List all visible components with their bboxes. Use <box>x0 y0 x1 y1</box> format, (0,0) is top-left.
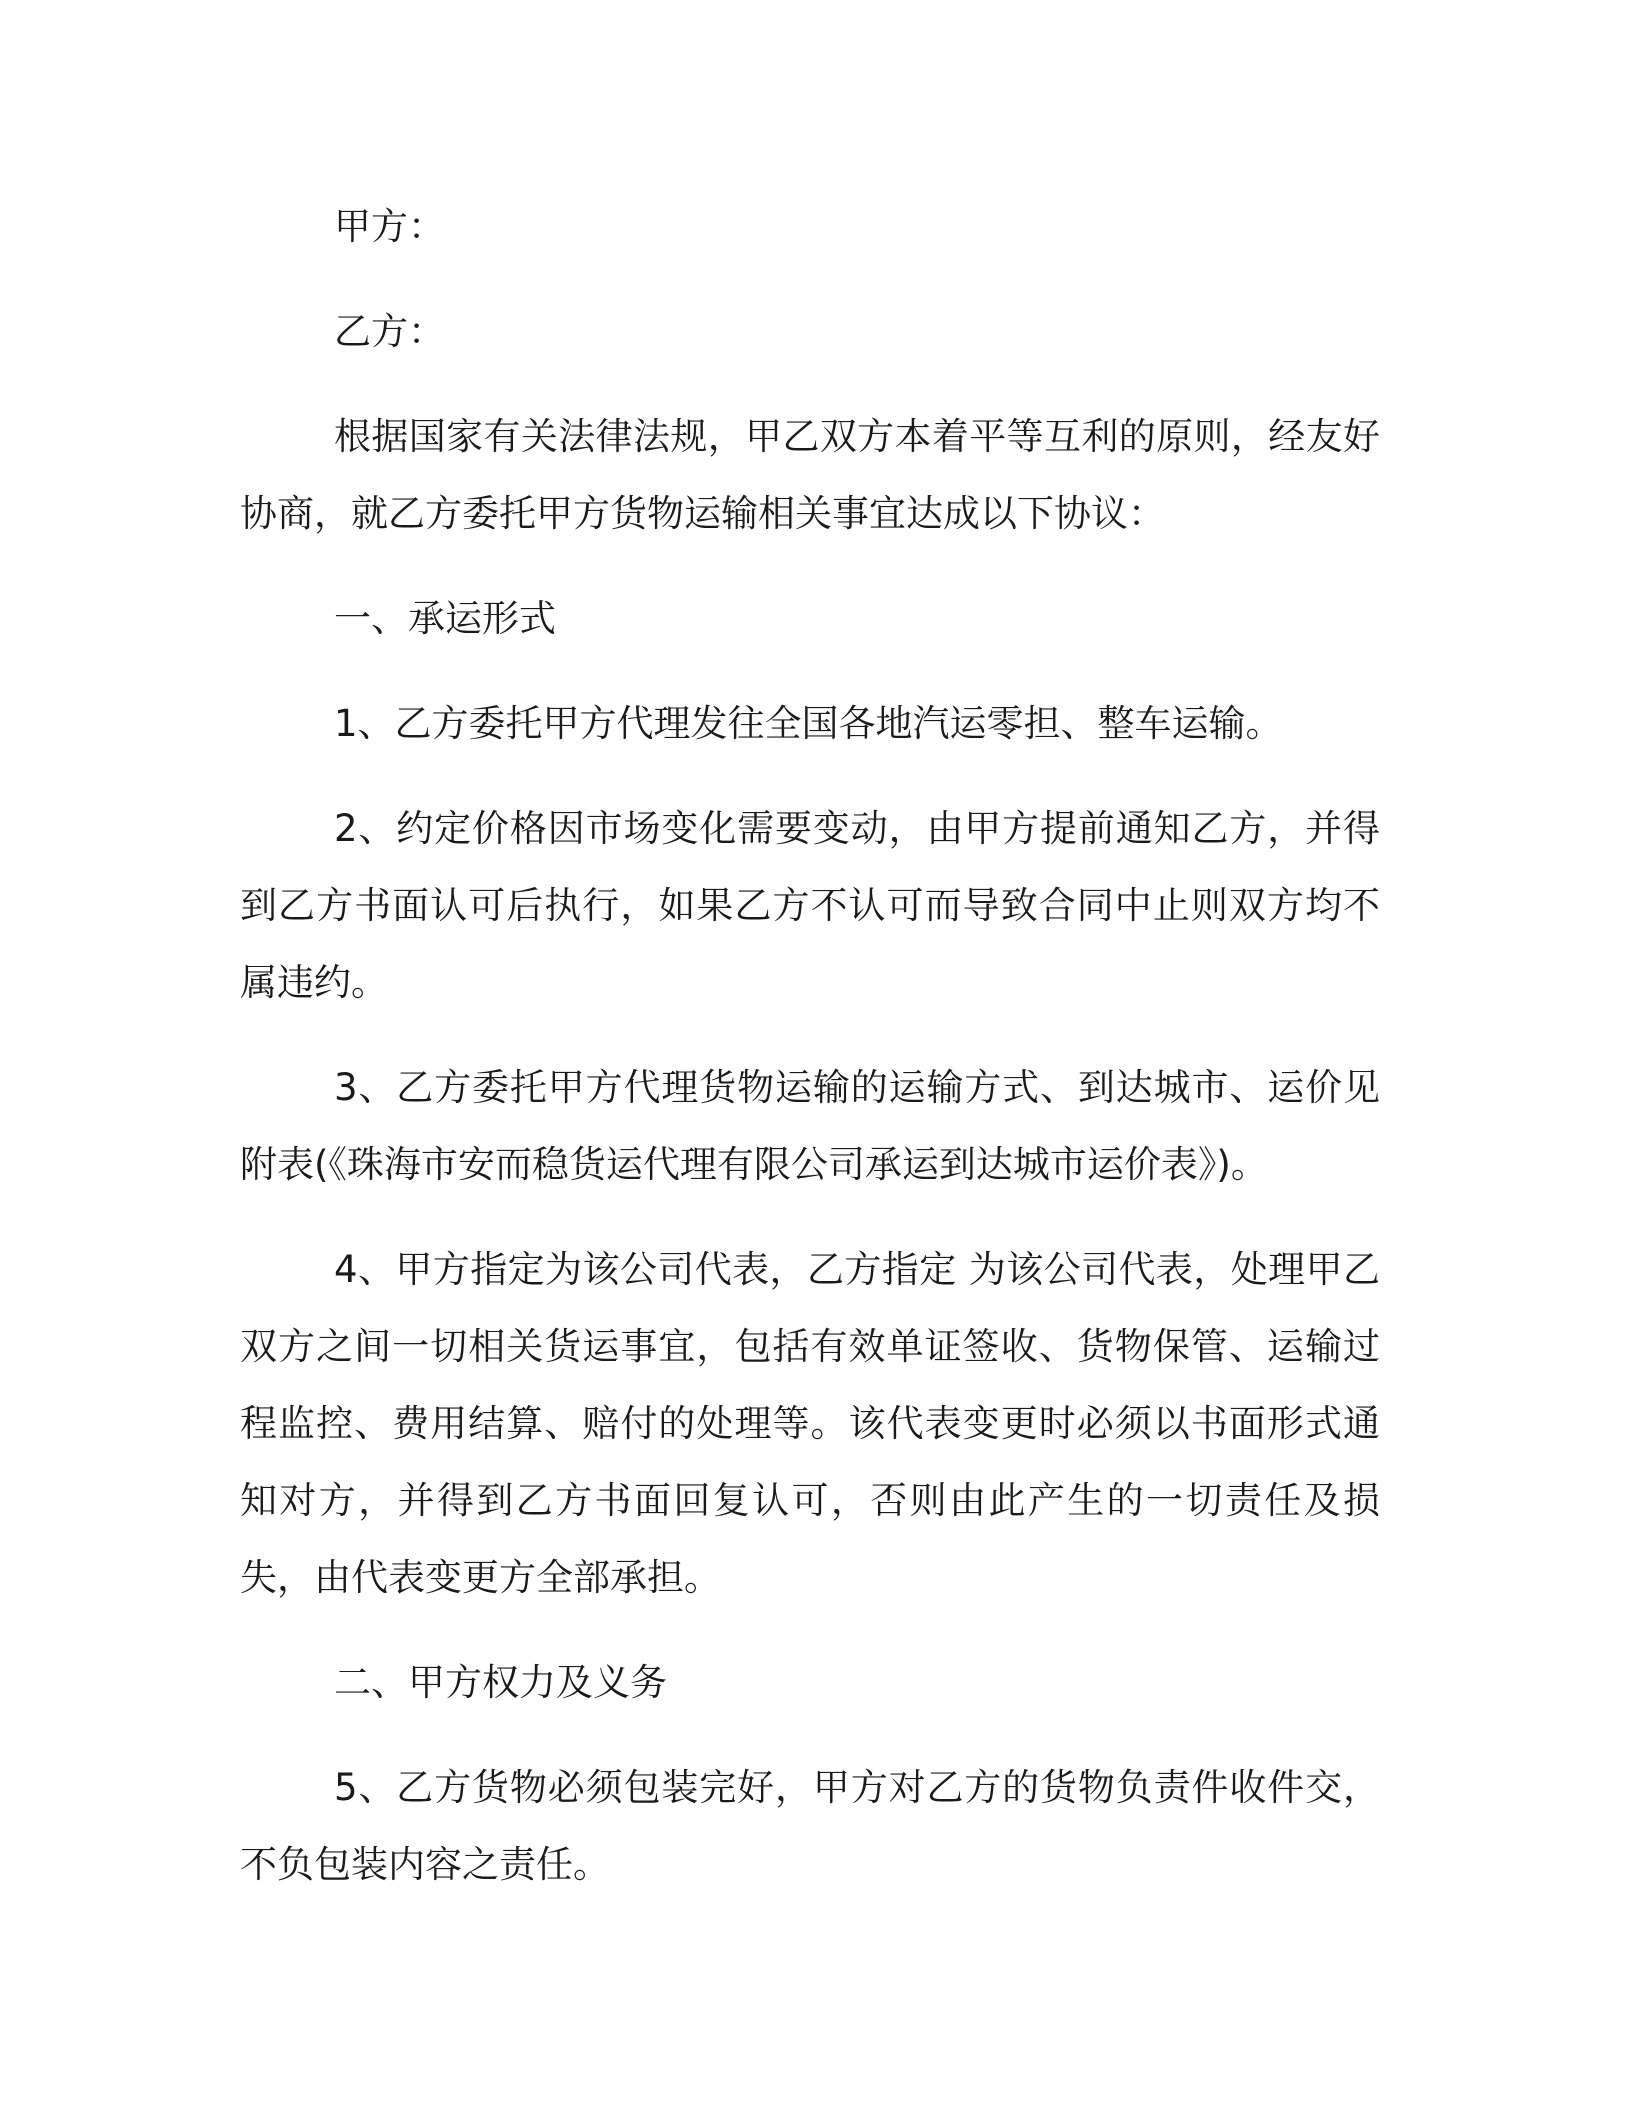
section-heading-party-a-rights: 二、甲方权力及义务 <box>334 1661 667 1704</box>
party-b-line: 乙方： <box>334 310 445 353</box>
clause-2: 2、约定价格因市场变化需要变动，由甲方提前通知乙方，并得到乙方书面认可后执行，如果乙方不认可而导致合同中止则双方均不属违约。 <box>240 807 1380 1004</box>
clause-3: 3、乙方委托甲方代理货物运输的运输方式、到达城市、运价见附表(《珠海市安而稳货运代理有限公司承运到达城市运价表》)。 <box>240 1066 1380 1186</box>
clause-5: 5、乙方货物必须包装完好，甲方对乙方的货物负责件收件交，不负包装内容之责任。 <box>240 1766 1380 1886</box>
intro-paragraph: 根据国家有关法律法规，甲乙双方本着平等互利的原则，经友好协商，就乙方委托甲方货物运输相关事宜达成以下协议： <box>240 415 1380 535</box>
party-a-line: 甲方： <box>334 205 445 248</box>
clause-1: 1、乙方委托甲方代理发往全国各地汽运零担、整车运输。 <box>334 702 1283 745</box>
section-heading-transport-form: 一、承运形式 <box>334 597 556 640</box>
clause-4: 4、甲方指定为该公司代表，乙方指定 为该公司代表，处理甲乙双方之间一切相关货运事宜，包括有效单证签收、货物保管、运输过程监控、费用结算、赔付的处理等。该代表变更时必须以书面形式通知对方，并得到乙方书面回复认可，否则由此产生的一切责任及损失，由代表变更方全部承担。 <box>240 1248 1380 1599</box>
contract-page <box>240 188 1380 1931</box>
